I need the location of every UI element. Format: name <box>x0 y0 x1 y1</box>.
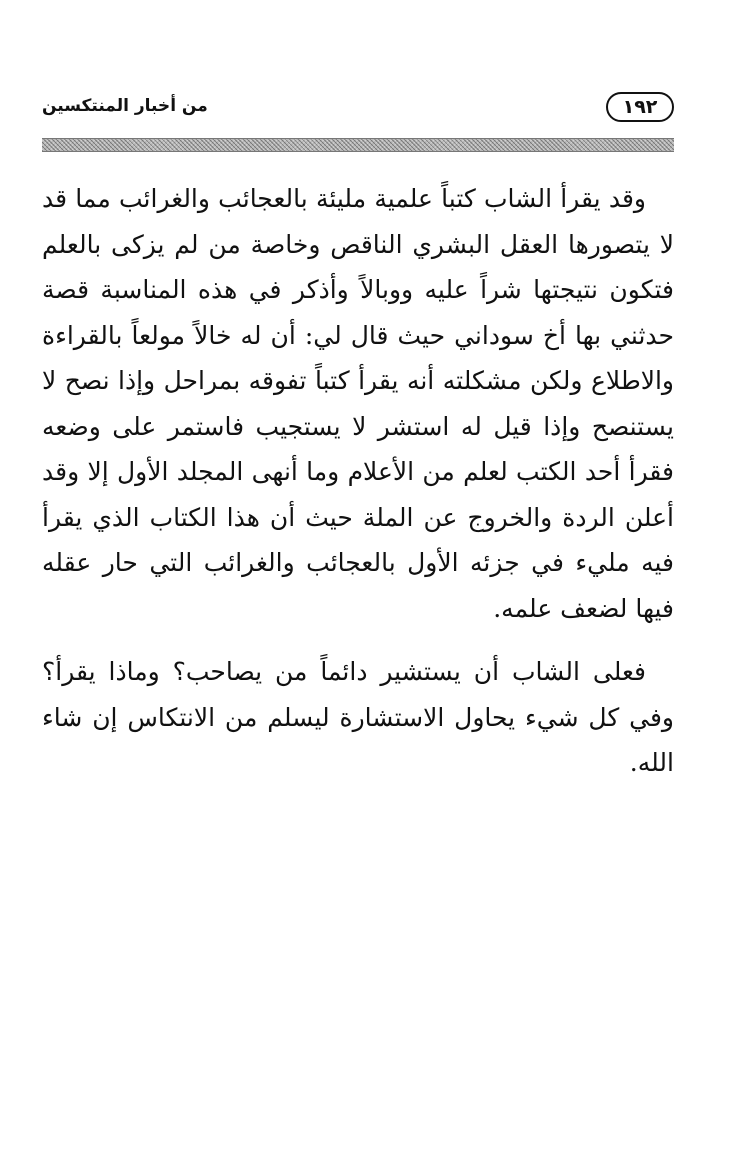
page-header <box>42 88 674 132</box>
running-title: من أخبار المنتكسين <box>42 96 208 116</box>
body-text <box>42 176 674 786</box>
paragraph-1: وقد يقرأ الشاب كتباً علمية مليئة بالعجائب والغرائب مما قد لا يتصورها العقل البشري الناقص وخاصة من لم يزكى بالعلم فتكون نتيجتها شراً عليه ووبالاً وأذكر في هذه المناسبة قصة حدثني بها أخ سوداني حيث قال لي: أن له خالاً مولعاً بالقراءة والاطلاع ولكن مشكلته أنه يقرأ كتباً تفوقه بمراحل وإذا نصح لا يستنصح وإذا قيل له استشر لا يستجيب فاستمر على وضعه فقرأ أحد الكتب لعلم من الأعلام وما أنهى المجلد الأول إلا وقد أعلن الردة والخروج عن الملة حيث أن هذا الكتاب الذي يقرأ فيه مليء في جزئه الأول بالعجائب والغرائب التي حار عقله فيها لضعف علمه. <box>42 184 674 623</box>
header-rule <box>42 138 674 152</box>
paragraph-2: فعلى الشاب أن يستشير دائماً من يصاحب؟ وماذا يقرأ؟ وفي كل شيء يحاول الاستشارة ليسلم من الانتكاس إن شاء الله. <box>42 657 674 777</box>
page-number: ١٩٢ <box>606 92 674 122</box>
